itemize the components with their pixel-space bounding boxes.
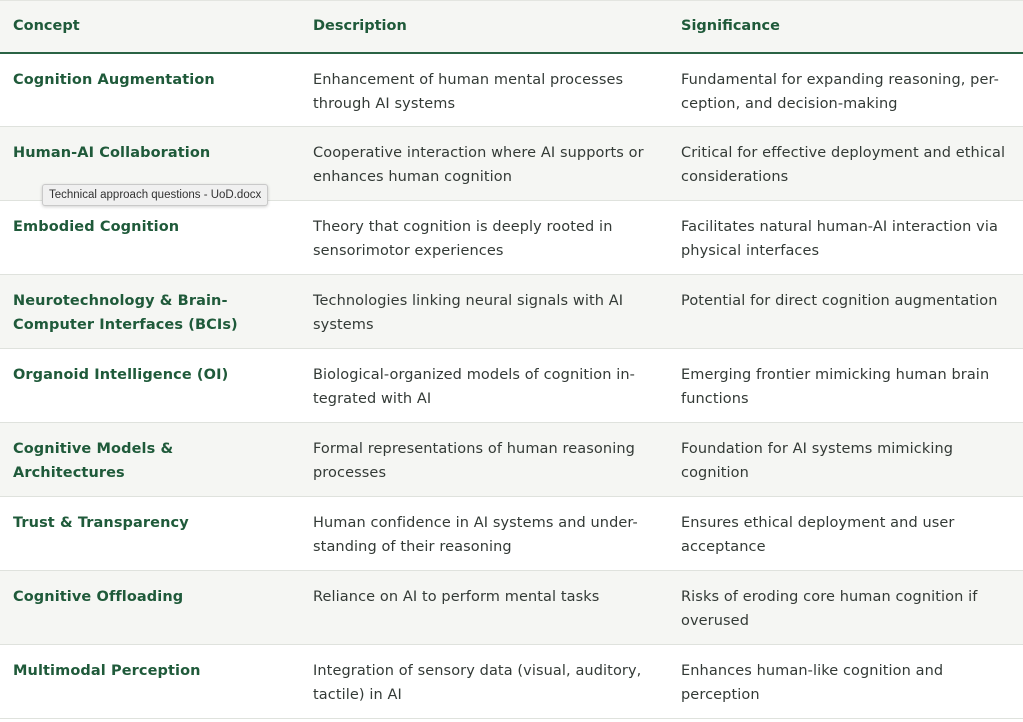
table-row <box>0 349 1023 423</box>
significance-cell: Critical for effective deployment and ethical considerations <box>668 127 1023 201</box>
table-header <box>0 1 1023 53</box>
significance-cell: Emerging frontier mimicking human brain functions <box>668 349 1023 423</box>
table-row <box>0 497 1023 571</box>
header-significance: Significance <box>668 1 1023 53</box>
significance-cell: Facilitates natural human-AI interaction via physical interfaces <box>668 201 1023 275</box>
concept-cell: Trust & Transparency <box>0 497 300 571</box>
header-concept: Concept <box>0 1 300 53</box>
concept-cell: Cognitive Models & Architectures <box>0 423 300 497</box>
description-cell: Technologies linking neural signals with AI systems <box>300 275 668 349</box>
concept-cell: Cognitive Offloading <box>0 571 300 645</box>
header-description: Description <box>300 1 668 53</box>
concept-cell: Embodied Cognition <box>0 201 300 275</box>
description-cell: Reliance on AI to perform mental tasks <box>300 571 668 645</box>
table-row <box>0 423 1023 497</box>
table-body <box>0 53 1023 719</box>
description-cell: Enhancement of human mental processes through AI systems <box>300 53 668 127</box>
description-cell: Human confidence in AI systems and under-standing of their reasoning <box>300 497 668 571</box>
concept-cell: Cognition Augmentation <box>0 53 300 127</box>
table-row <box>0 201 1023 275</box>
description-cell: Biological-organized models of cognition in-tegrated with AI <box>300 349 668 423</box>
description-cell: Formal representations of human reasoning processes <box>300 423 668 497</box>
table-row <box>0 571 1023 645</box>
description-cell: Integration of sensory data (visual, auditory, tactile) in AI <box>300 645 668 719</box>
significance-cell: Fundamental for expanding reasoning, per-ception, and decision-making <box>668 53 1023 127</box>
concept-cell: Organoid Intelligence (OI) <box>0 349 300 423</box>
header-row <box>0 1 1023 53</box>
table-row <box>0 645 1023 719</box>
description-cell: Cooperative interaction where AI supports or enhances human cognition <box>300 127 668 201</box>
table-row <box>0 53 1023 127</box>
description-cell: Theory that cognition is deeply rooted in sensorimotor experiences <box>300 201 668 275</box>
file-tooltip: Technical approach questions - UoD.docx <box>42 184 268 206</box>
concept-cell: Neurotechnology & Brain-Computer Interfaces (BCIs) <box>0 275 300 349</box>
significance-cell: Enhances human-like cognition and perception <box>668 645 1023 719</box>
significance-cell: Risks of eroding core human cognition if overused <box>668 571 1023 645</box>
significance-cell: Foundation for AI systems mimicking cognition <box>668 423 1023 497</box>
concept-cell: Multimodal Perception <box>0 645 300 719</box>
significance-cell: Potential for direct cognition augmentation <box>668 275 1023 349</box>
concept-cell: Human-AI Collaboration <box>0 127 300 201</box>
significance-cell: Ensures ethical deployment and user acceptance <box>668 497 1023 571</box>
table-row <box>0 275 1023 349</box>
